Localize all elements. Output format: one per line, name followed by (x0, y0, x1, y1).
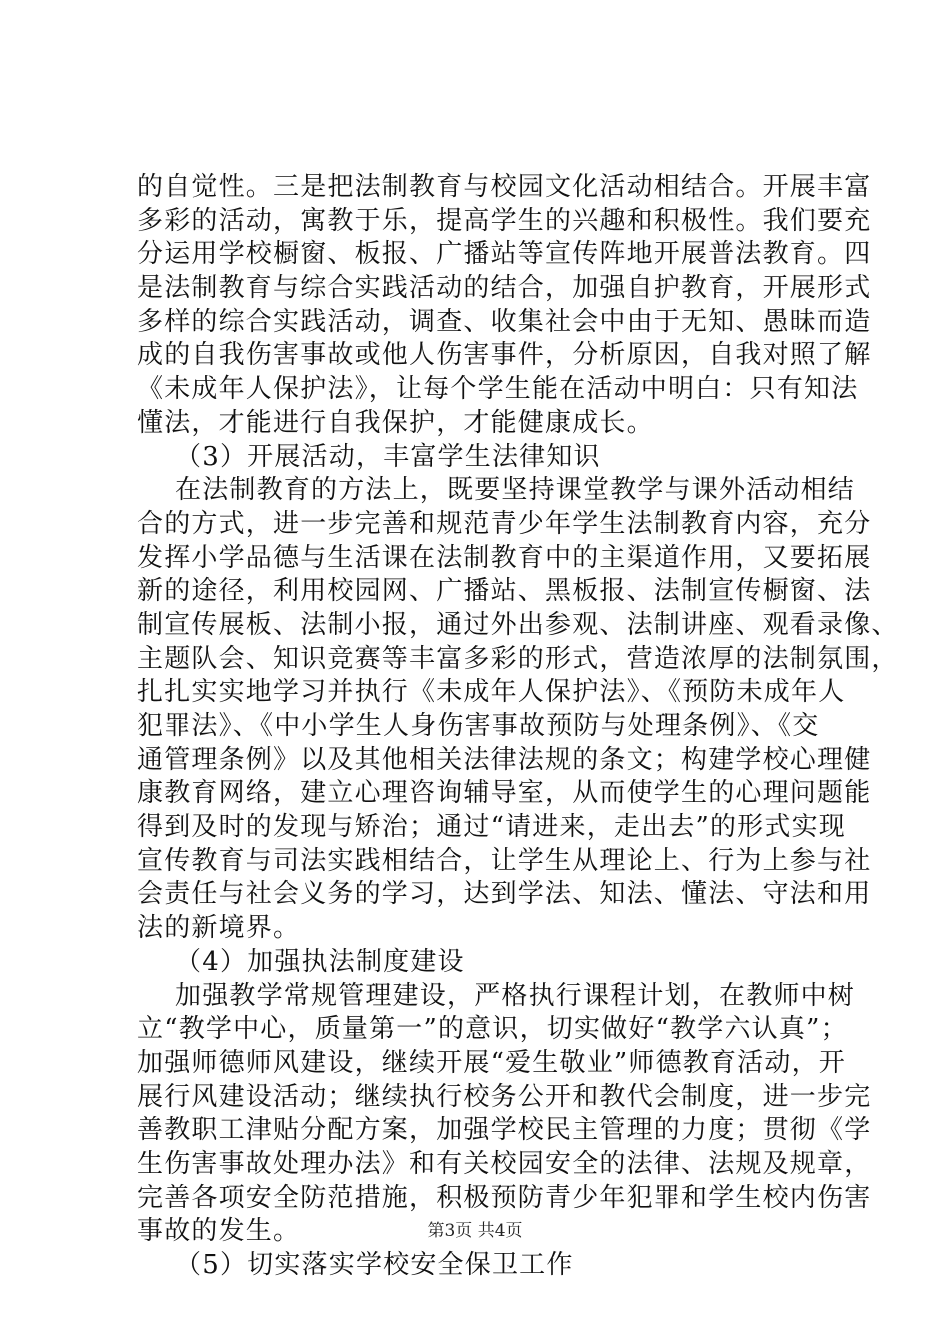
paragraph-line: 是法制教育与综合实践活动的结合，加强自护教育，开展形式 (137, 273, 872, 304)
paragraph-line: 善教职工津贴分配方案，加强学校民主管理的力度；贯彻《学 (137, 1115, 872, 1146)
paragraph-line: 展行风建设活动；继续执行校务公开和教代会制度，进一步完 (137, 1081, 872, 1112)
paragraph-line: 的自觉性。三是把法制教育与校园文化活动相结合。开展丰富 (137, 172, 872, 202)
paragraph-line: 得到及时的发现与矫治；通过“请进来，走出去”的形式实现 (137, 812, 846, 843)
paragraph-line: 多样的综合实践活动，调查、收集社会中由于无知、愚昧而造 (137, 306, 872, 337)
paragraph-line: 制宣传展板、法制小报，通过外出参观、法制讲座、观看录像、 (137, 609, 899, 640)
paragraph-line: 新的途径，利用校园网、广播站、黑板报、法制宣传橱窗、法 (137, 576, 872, 607)
section-heading: （3）开展活动，丰富学生法律知识 (175, 441, 601, 472)
paragraph-line: 犯罪法》、《中小学生人身伤害事故预防与处理条例》、《交 (137, 711, 820, 741)
document-body (137, 171, 899, 1283)
paragraph-line: 在法制教育的方法上，既要坚持课堂教学与课外活动相结 (175, 475, 856, 506)
paragraph-line: 加强师德师风建设，继续开展“爱生敬业”师德教育活动，开 (137, 1047, 846, 1078)
paragraph-line: 合的方式，进一步完善和规范青少年学生法制教育内容，充分 (137, 508, 872, 539)
paragraph-line: 扎扎实实地学习并执行《未成年人保护法》、《预防未成年人 (137, 677, 846, 708)
paragraph-line: 发挥小学品德与生活课在法制教育中的主渠道作用，又要拓展 (137, 542, 872, 573)
paragraph-line: 懂法，才能进行自我保护，才能健康成长。 (137, 407, 654, 438)
paragraph-line: 《未成年人保护法》，让每个学生能在活动中明白：只有知法 (137, 374, 859, 405)
paragraph-line: 事故的发生。 (137, 1216, 301, 1247)
paragraph-line: 完善各项安全防范措施，积极预防青少年犯罪和学生校内伤害 (137, 1182, 872, 1213)
paragraph-line: 宣传教育与司法实践相结合，让学生从理论上、行为上参与社 (137, 845, 872, 876)
paragraph-line: 康教育网络，建立心理咨询辅导室，从而使学生的心理问题能 (137, 778, 872, 809)
paragraph-line: 多彩的活动，寓教于乐，提高学生的兴趣和积极性。我们要充 (137, 205, 872, 236)
paragraph-line: 立“教学中心，质量第一”的意识，切实做好“教学六认真”； (137, 1014, 848, 1045)
paragraph-line: 成的自我伤害事故或他人伤害事件，分析原因，自我对照了解 (137, 340, 872, 371)
paragraph-line: 生伤害事故处理办法》和有关校园安全的法律、法规及规章， (137, 1148, 872, 1179)
section-heading: （4）加强执法制度建设 (175, 946, 465, 977)
page-number-footer: 第3页 共4页 (427, 1221, 523, 1241)
paragraph-line: 通管理条例》以及其他相关法律法规的条文；构建学校心理健 (137, 744, 872, 775)
paragraph-line: 法的新境界。 (137, 913, 301, 944)
paragraph-line: 加强教学常规管理建设，严格执行课程计划，在教师中树 (175, 980, 856, 1011)
paragraph-line: 会责任与社会义务的学习，达到学法、知法、懂法、守法和用 (137, 879, 872, 910)
paragraph-line: 分运用学校橱窗、板报、广播站等宣传阵地开展普法教育。四 (137, 239, 872, 270)
section-heading: （5）切实落实学校安全保卫工作 (175, 1250, 574, 1280)
paragraph-line: 主题队会、知识竞赛等丰富多彩的形式，营造浓厚的法制氛围， (137, 643, 899, 674)
